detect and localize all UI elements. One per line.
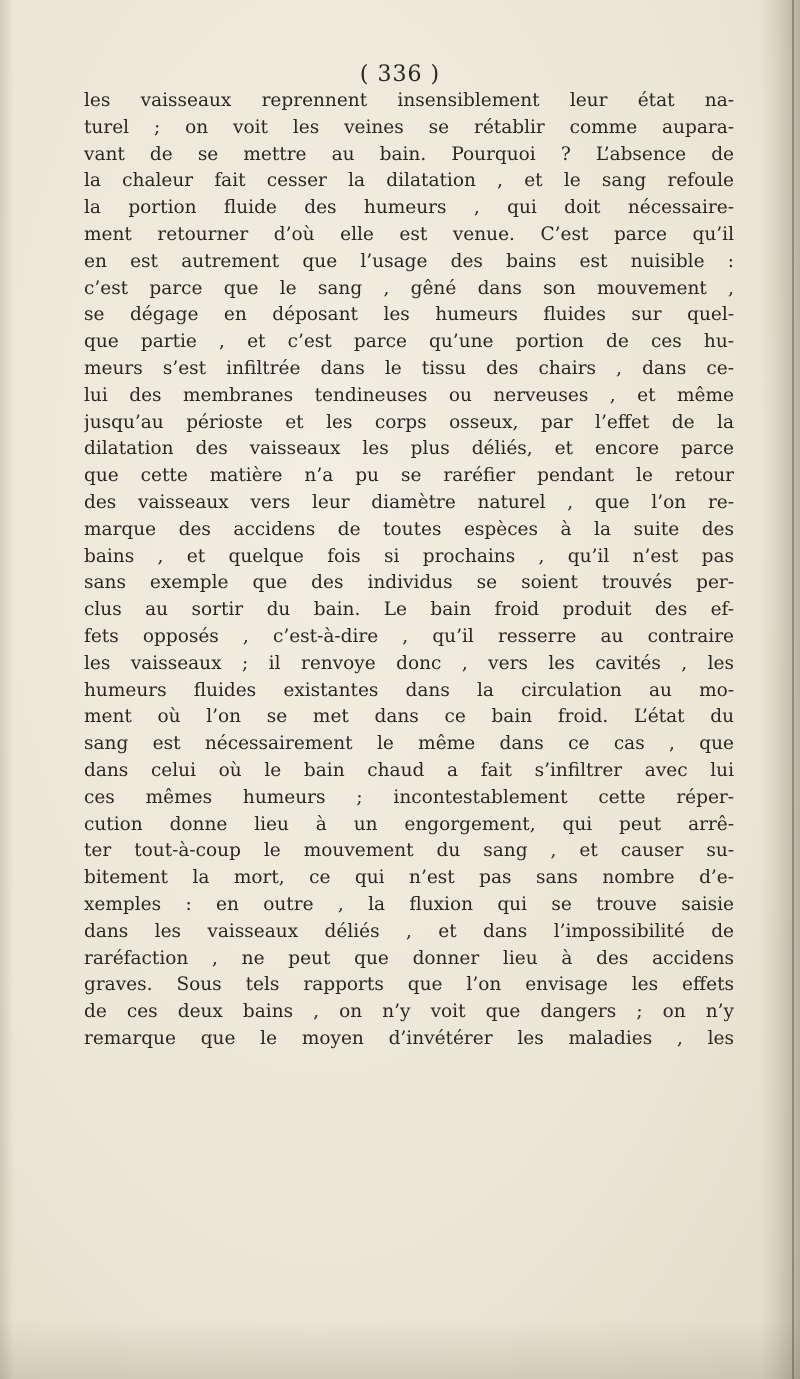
text-line: que cette matière n’a pu se raréfier pendant le retour: [84, 465, 734, 487]
text-line: turel ; on voit les veines se rétablir comme aupara-: [84, 116, 734, 138]
text-line: xemples : en outre , la fluxion qui se trouve saisie: [84, 893, 734, 915]
text-line: de ces deux bains , on n’y voit que dangers ; on n’y: [84, 1001, 734, 1023]
text-line: bitement la mort, ce qui n’est pas sans nombre d’e-: [84, 867, 734, 889]
text-line: dilatation des vaisseaux les plus déliés, et encore parce: [84, 438, 734, 460]
text-line: fets opposés , c’est-à-dire , qu’il resserre au contraire: [84, 625, 734, 647]
text-line: les vaisseaux ; il renvoye donc , vers les cavités , les: [84, 652, 734, 674]
text-line: en est autrement que l’usage des bains est nuisible :: [84, 250, 734, 272]
text-line: la chaleur fait cesser la dilatation , et le sang refoule: [84, 170, 734, 192]
text-line: remarque que le moyen d’invétérer les maladies , les: [84, 1027, 734, 1049]
text-line: marque des accidens de toutes espèces à la suite des: [84, 518, 734, 540]
text-line: ter tout-à-coup le mouvement du sang , et causer su-: [84, 840, 734, 862]
text-line: lui des membranes tendineuses ou nerveuses , et même: [84, 384, 734, 406]
text-line: raréfaction , ne peut que donner lieu à des accidens: [84, 947, 734, 969]
text-line: les vaisseaux reprennent insensiblement leur état na-: [84, 90, 734, 111]
text-line: clus au sortir du bain. Le bain froid produit des ef-: [84, 599, 734, 621]
text-line: dans celui où le bain chaud a fait s’infiltrer avec lui: [84, 759, 734, 781]
text-line: bains , et quelque fois si prochains , qu’il n’est pas: [84, 545, 734, 567]
text-line: des vaisseaux vers leur diamètre naturel , que l’on re-: [84, 491, 734, 513]
text-line: humeurs fluides existantes dans la circulation au mo-: [84, 679, 734, 701]
page-number: ( 336 ): [359, 62, 441, 87]
text-line: sang est nécessairement le même dans ce cas , que: [84, 733, 734, 755]
text-line: cution donne lieu à un engorgement, qui peut arrê-: [84, 813, 734, 835]
text-line: dans les vaisseaux déliés , et dans l’impossibilité de: [84, 920, 734, 942]
text-line: ment où l’on se met dans ce bain froid. L’état du: [84, 706, 734, 728]
text-line: ment retourner d’où elle est venue. C’est parce qu’il: [84, 223, 734, 245]
text-line: c’est parce que le sang , gêné dans son mouvement ,: [84, 277, 734, 299]
binding-gutter-shadow: [760, 0, 800, 1379]
page-left-edge-shadow: [0, 0, 14, 1379]
text-line: sans exemple que des individus se soient trouvés per-: [84, 572, 734, 594]
text-line: graves. Sous tels rapports que l’on envisage les effets: [84, 974, 734, 996]
page-bottom-stain: [0, 1319, 800, 1379]
text-line: se dégage en déposant les humeurs fluides sur quel-: [84, 304, 734, 326]
text-line: jusqu’au périoste et les corps osseux, par l’effet de la: [84, 411, 734, 433]
binding-edge-line: [792, 0, 794, 1379]
text-line: vant de se mettre au bain. Pourquoi ? L’absence de: [84, 143, 734, 165]
text-line: meurs s’est infiltrée dans le tissu des chairs , dans ce-: [84, 357, 734, 379]
text-line: ces mêmes humeurs ; incontestablement cette réper-: [84, 786, 734, 808]
text-line: la portion fluide des humeurs , qui doit nécessaire-: [84, 197, 734, 219]
text-line: que partie , et c’est parce qu’une portion de ces hu-: [84, 331, 734, 353]
body-text: [84, 88, 734, 1053]
